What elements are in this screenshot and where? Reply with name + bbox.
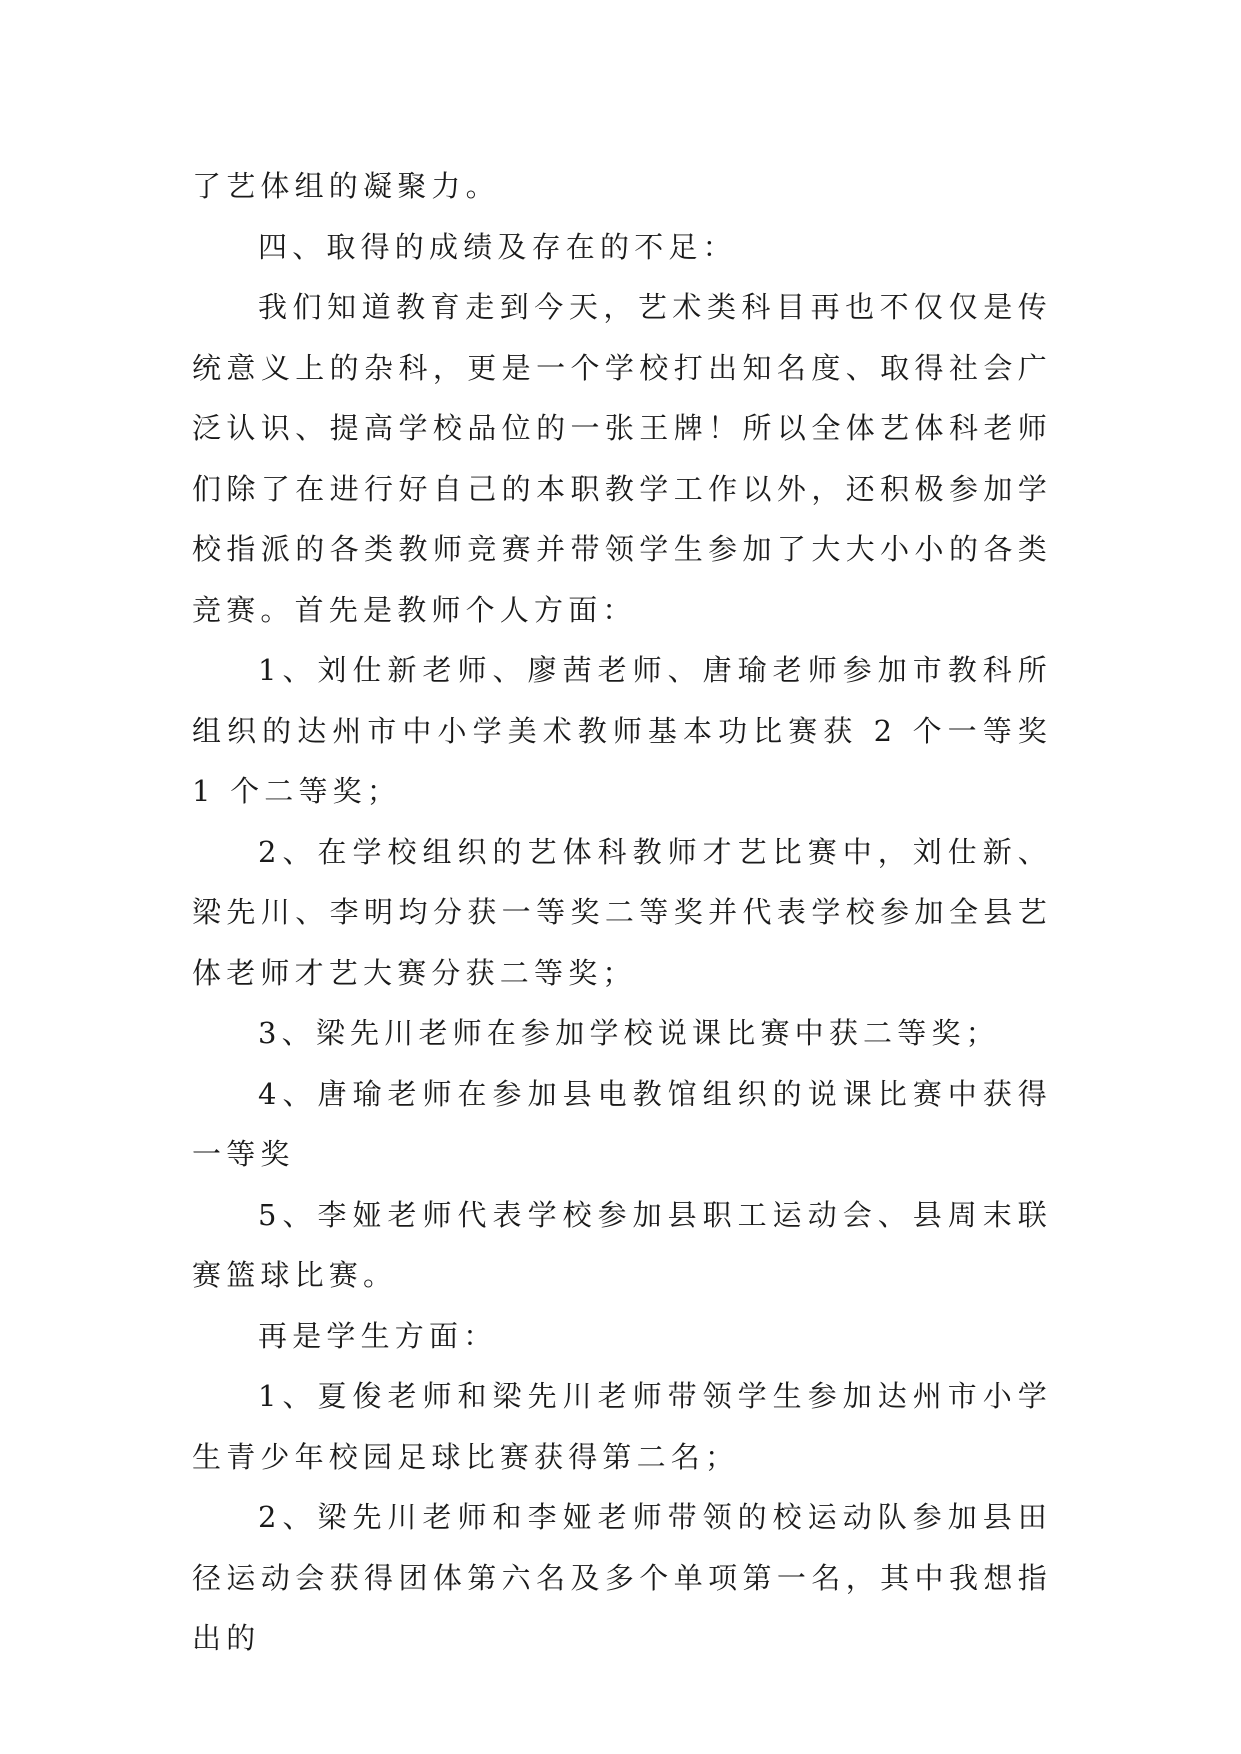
paragraph-cohesion-end: 了艺体组的凝聚力。 bbox=[192, 169, 500, 203]
student-item-1: 1、夏俊老师和梁先川老师带领学生参加达州市小学生青少年校园足球比赛获得第二名； bbox=[192, 1379, 1052, 1474]
teacher-item-2: 2、在学校组织的艺体科教师才艺比赛中，刘仕新、梁先川、李明均分获一等奖二等奖并代表学校参加全县艺体老师才艺大赛分获二等奖； bbox=[192, 834, 1052, 990]
student-item-2: 2、梁先川老师和李娅老师带领的校运动队参加县田径运动会获得团体第六名及多个单项第一名，其中我想指出的 bbox=[192, 1500, 1052, 1655]
paragraph-intro: 我们知道教育走到今天，艺术类科目再也不仅仅是传统意义上的杂科，更是一个学校打出知名度、取得社会广泛认识、提高学校品位的一张王牌！所以全体艺体科老师们除了在进行好自己的本职教学工作以外，还积极参加学校指派的各类教师竞赛并带领学生参加了大大小小的各类竞赛。首先是教师个人方面： bbox=[192, 290, 1052, 627]
teacher-item-1: 1、刘仕新老师、廖茜老师、唐瑜老师参加市教科所组织的达州市中小学美术教师基本功比赛获 2 个一等奖 1 个二等奖； bbox=[192, 653, 1052, 808]
document-body bbox=[192, 156, 1052, 1669]
teacher-item-4: 4、唐瑜老师在参加县电教馆组织的说课比赛中获得一等奖 bbox=[192, 1076, 1052, 1171]
section-heading-achievements: 四、取得的成绩及存在的不足： bbox=[258, 229, 737, 264]
teacher-item-3: 3、梁先川老师在参加学校说课比赛中获二等奖； bbox=[258, 1016, 1000, 1050]
teacher-item-5: 5、李娅老师代表学校参加县职工运动会、县周末联赛篮球比赛。 bbox=[192, 1197, 1052, 1292]
subheading-students: 再是学生方面： bbox=[258, 1318, 498, 1353]
